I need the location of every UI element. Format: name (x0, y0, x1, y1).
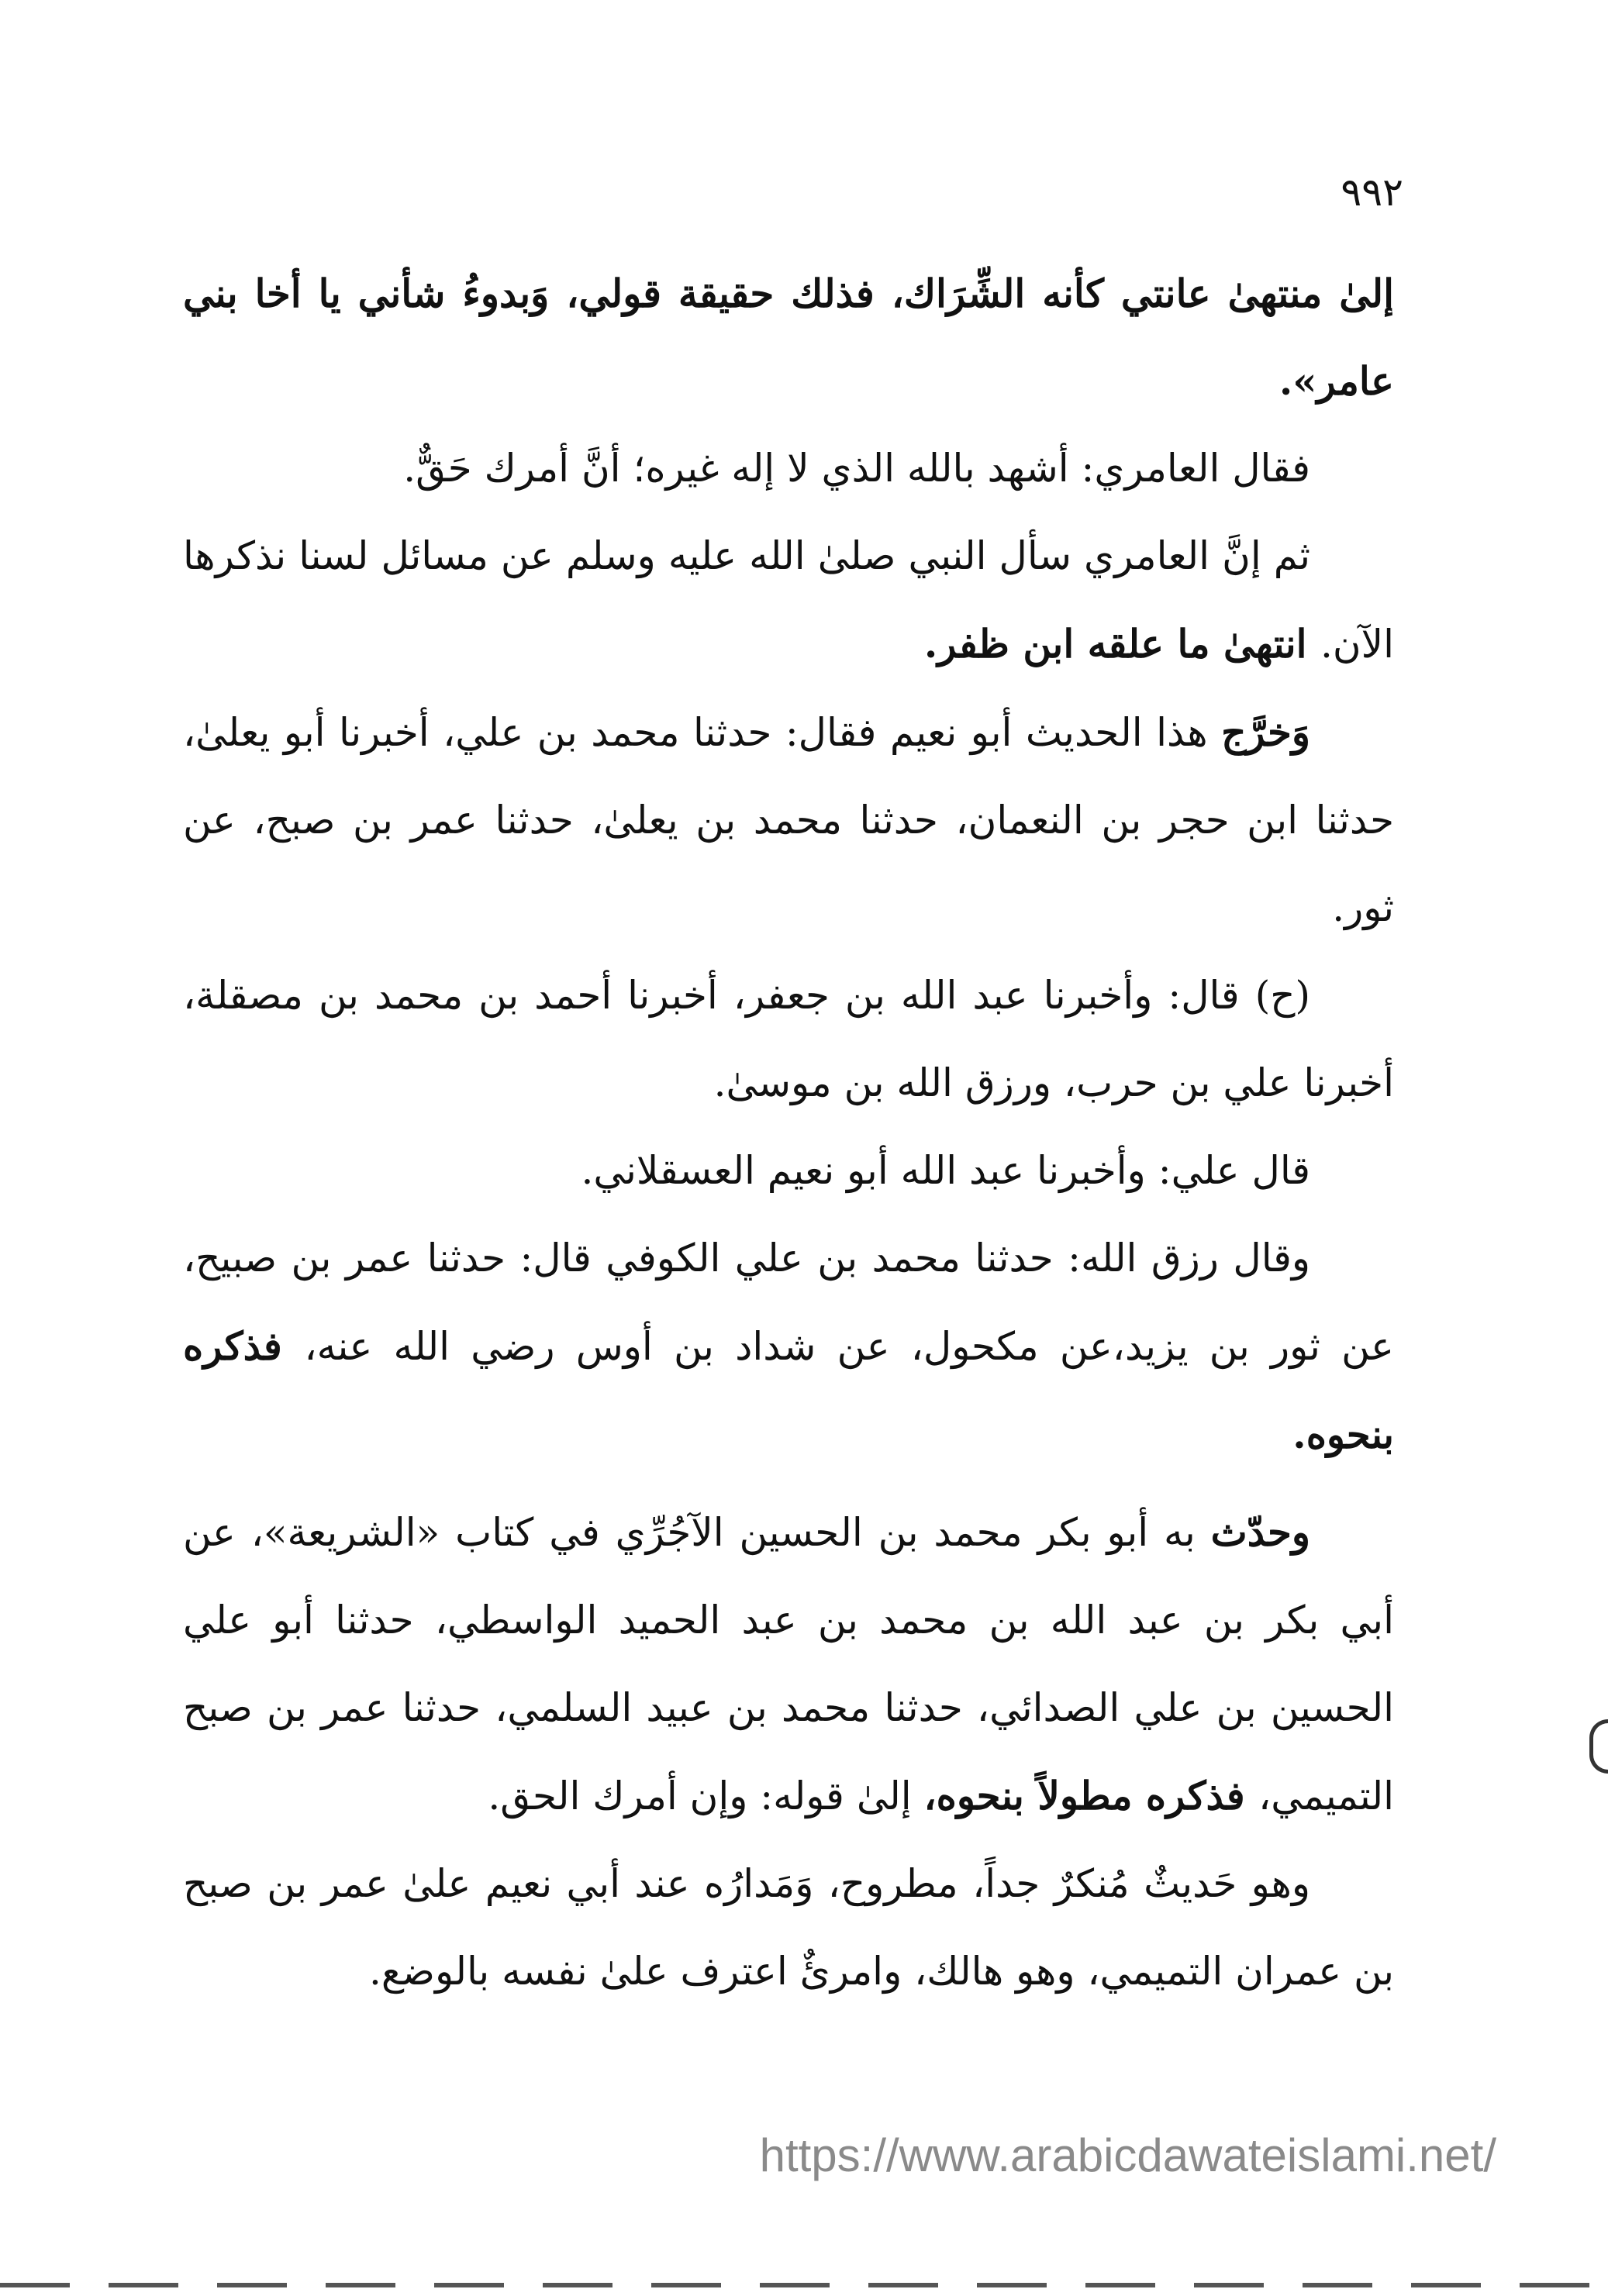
paragraph-4-text: هذا الحديث أبو نعيم فقال: حدثنا محمد بن علي، أخبرنا أبو يعلىٰ، حدثنا ابن حجر بن النعمان، حدثنا محمد بن يعلىٰ، حدثنا عمر بن صبح، عن ثور. (183, 710, 1394, 930)
paragraph-4-bold-head: وَخرَّج (1221, 709, 1310, 755)
paragraph-8 (183, 1488, 1394, 1840)
paragraph-8-bold-head: وحدّث (1210, 1509, 1310, 1555)
paragraph-8-bold-tail: فذكره مطولاً بنحوه، (923, 1773, 1259, 1819)
paragraph-6-text: قال علي: وأخبرنا عبد الله أبو نعيم العسقلاني. (581, 1148, 1310, 1193)
paragraph-3-bold-tail: انتهىٰ ما علقه ابن ظفر. (923, 621, 1320, 667)
paragraph-8-text-after: إلىٰ قوله: وإن أمرك الحق. (488, 1774, 924, 1819)
paragraph-7-bold-tail: فذكره بنحوه. (183, 1323, 1394, 1457)
paragraph-5-text: (ح) قال: وأخبرنا عبد الله بن جعفر، أخبرنا أحمد بن محمد بن مصقلة، أخبرنا علي بن حرب، ورزق الله بن موسىٰ. (183, 973, 1394, 1105)
paragraph-3 (183, 512, 1394, 688)
page-number: ٩٩٢ (1341, 170, 1403, 215)
paragraph-3-text: ثم إنَّ العامري سأل النبي صلىٰ الله عليه وسلم عن مسائل لسنا نذكرها الآن. (183, 533, 1394, 667)
paragraph-2 (183, 425, 1394, 512)
paragraph-9 (183, 1840, 1394, 2015)
paragraph-1 (183, 250, 1394, 425)
bottom-scan-rule (0, 2283, 1608, 2287)
source-url[interactable]: https://www.arabicdawateislami.net/ (759, 2129, 1496, 2181)
margin-bracket-mark (1589, 1719, 1608, 1774)
paragraph-7-text: وقال رزق الله: حدثنا محمد بن علي الكوفي قال: حدثنا عمر بن صبيح، عن ثور بن يزيد،عن مكحول، عن شداد بن أوس رضي الله عنه، (183, 1236, 1394, 1369)
main-text (183, 250, 1394, 2015)
paragraph-7 (183, 1215, 1394, 1479)
paragraph-6 (183, 1127, 1394, 1215)
paragraph-8-text: به أبو بكر محمد بن الحسين الآجُرِّي في كتاب «الشريعة»، عن أبي بكر بن عبد الله بن محمد بن عبد الحميد الواسطي، حدثنا أبو علي الحسين بن علي الصدائي، حدثنا محمد بن عبيد السلمي، حدثنا عمر بن صبح التميمي، (183, 1510, 1394, 1819)
paragraph-9-text: وهو حَديثٌ مُنكرٌ جداً، مطروح، وَمَدارُه عند أبي نعيم علىٰ عمر بن صبح بن عمران التميمي، وهو هالك، وامرئٌ اعترف علىٰ نفسه بالوضع. (183, 1861, 1394, 1994)
paragraph-4 (183, 688, 1394, 952)
paragraph-5 (183, 952, 1394, 1127)
paragraph-1-text: إلىٰ منتهىٰ عانتي كأنه الشِّرَاك، فذلك حقيقة قولي، وَبدوءُ شأني يا أخا بني عامر». (183, 271, 1394, 404)
paragraph-2-text: فقال العامري: أشهد بالله الذي لا إله غيره؛ أنَّ أمرك حَقٌّ. (403, 446, 1310, 491)
